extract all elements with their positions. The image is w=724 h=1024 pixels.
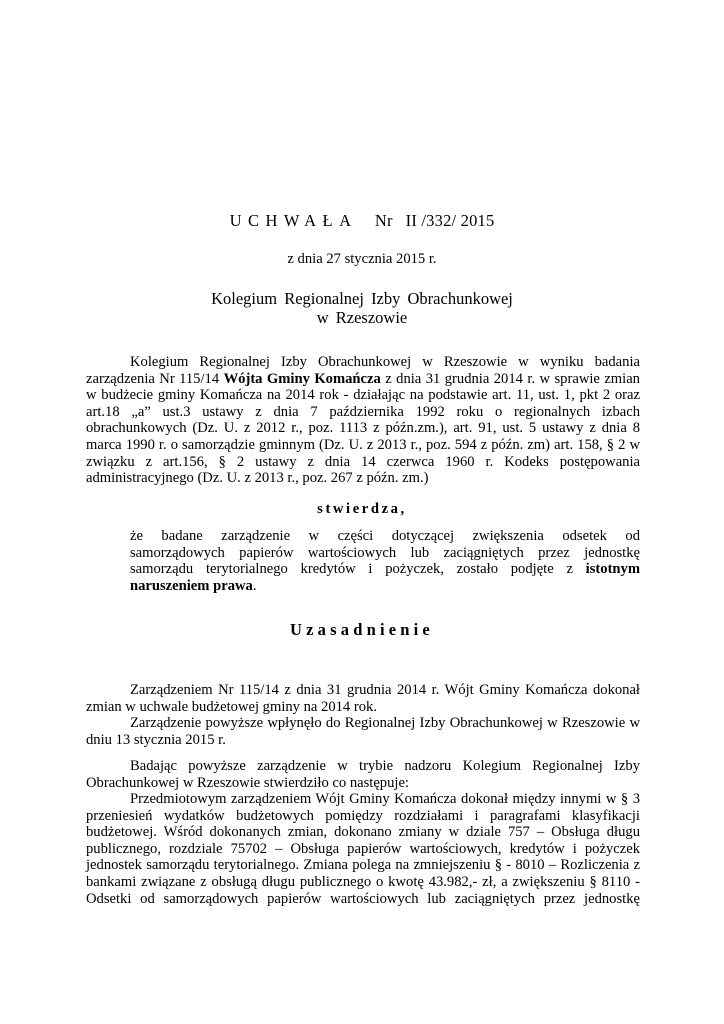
body-line: Zarządzeniem Nr 115/14 z dnia 31 grudnia 2014 r. Wójt Gminy Komańcza dokonał: [130, 682, 640, 698]
justification-paragraph-1: [86, 682, 640, 715]
institution-line-2: w Rzeszowie: [316, 308, 408, 327]
institution-line-1: Kolegium Regionalnej Izby Obrachunkowej: [211, 289, 513, 308]
resolution-nr-label: Nr: [374, 211, 393, 230]
justification-paragraph-2: [86, 715, 640, 748]
body-line: Zarządzenie powyższe wpłynęło do Regionalnej Izby Obrachunkowej w Rzeszowie w: [130, 715, 640, 731]
intro-line: art.18 „a” ust.3 ustawy z dnia 7 października 1992 roku o regionalnych izbach: [86, 403, 640, 420]
justification-paragraph-3: [86, 758, 640, 791]
intro-paragraph: [86, 354, 640, 487]
intro-line: administracyjnego (Dz. U. z 2013 r., poz. 267 z późn. zm.): [86, 470, 429, 487]
resolution-number: II /332/ 2015: [405, 211, 495, 230]
body-line: zmian w uchwale budżetowej gminy na 2014 rok.: [86, 698, 377, 715]
body-line: publicznego, rozdziale 75702 – Obsługa papierów wartościowych, kredytów i pożyczek: [86, 840, 640, 857]
intro-line: związku z art.156, § 2 ustawy z dnia 14 czerwca 1960 r. Kodeks postępowania: [86, 453, 640, 470]
finding-line: że badane zarządzenie w części dotyczącej zwiększenia odsetek od: [130, 528, 640, 544]
body-line: dniu 13 stycznia 2015 r.: [86, 731, 226, 748]
resolution-date: z dnia 27 stycznia 2015 r.: [287, 251, 437, 267]
intro-line: Kolegium Regionalnej Izby Obrachunkowej w Rzeszowie w wyniku badania: [130, 354, 640, 370]
intro-line: w budżecie gminy Komańcza na 2014 rok - działając na podstawie art. 11, ust. 1, pkt 2 oraz: [86, 387, 640, 404]
resolution-title: [0, 211, 724, 231]
mayor-name: Wójta Gminy Komańcza: [223, 370, 381, 387]
finding-line: naruszeniem prawa.: [130, 577, 257, 594]
resolution-word: UCHWAŁA: [229, 211, 358, 230]
body-line: Obrachunkowej w Rzeszowie stwierdziło co następuje:: [86, 774, 409, 791]
finding-emphasis: istotnym: [585, 561, 640, 578]
body-line: jednostek samorządu terytorialnego. Zmiana polega na zmniejszeniu § - 8010 – Rozliczenia z: [86, 857, 640, 874]
institution-name: [0, 289, 724, 327]
finding-line: samorządu terytorialnego kredytów i pożyczek, zostało podjęte z istotnym: [130, 561, 640, 578]
intro-line: marca 1990 r. o samorządzie gminnym (Dz. U. z 2013 r., poz. 594 z późn. zm) art. 158, § 2 w: [86, 436, 640, 453]
justification-paragraph-4: [86, 791, 640, 907]
body-line: przeniesień wydatków budżetowych pomiędzy rozdziałami i paragrafami klasyfikacji: [86, 807, 640, 824]
finding-paragraph: [130, 528, 640, 594]
body-line: Odsetki od samorządowych papierów wartościowych lub zaciągniętych przez jednostkę: [86, 890, 640, 907]
verdict-label: stwierdza,: [317, 501, 407, 517]
finding-emphasis: naruszeniem prawa: [130, 577, 253, 594]
finding-line: samorządowych papierów wartościowych lub zaciągniętych przez jednostkę: [130, 544, 640, 561]
intro-line: zarządzenia Nr 115/14 Wójta Gminy Komańcza z dnia 31 grudnia 2014 r. w sprawie zmian: [86, 370, 640, 387]
body-line: Przedmiotowym zarządzeniem Wójt Gminy Komańcza dokonał między innymi w § 3: [130, 791, 640, 807]
body-line: bankami związane z obsługą długu publicznego o kwotę 43.982,- zł, a zwiększeniu § 8110 -: [86, 873, 640, 890]
body-line: Badając powyższe zarządzenie w trybie nadzoru Kolegium Regionalnej Izby: [130, 758, 640, 774]
body-line: budżetowej. Wśród dokonanych zmian, dokonano zmiany w dziale 757 – Obsługa długu: [86, 824, 640, 841]
intro-line: obrachunkowych (Dz. U. z 2012 r., poz. 1113 z późn.zm.), art. 91, ust. 5 ustawy z dnia 8: [86, 420, 640, 437]
justification-heading: Uzasadnienie: [290, 620, 434, 639]
